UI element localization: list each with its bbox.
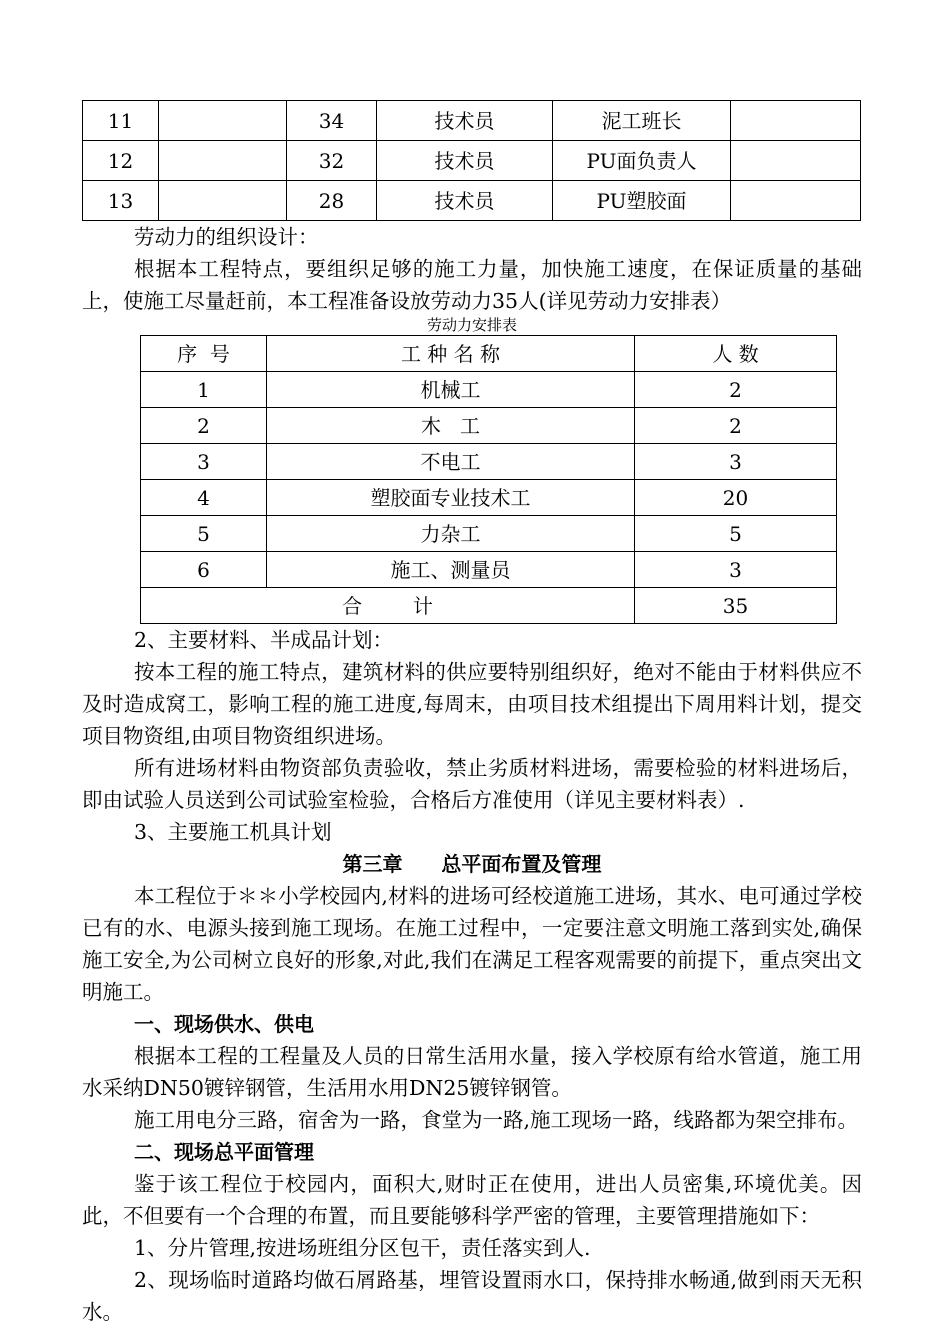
table-cell: 技术员 <box>377 101 553 141</box>
table-cell: 3 <box>635 552 837 588</box>
labor-table-caption: 劳动力安排表 <box>426 316 517 334</box>
section-2-title: 二、现场总平面管理 <box>134 1140 314 1164</box>
table-cell: 5 <box>635 516 837 552</box>
table-cell: 13 <box>83 181 159 221</box>
table-cell <box>731 101 861 141</box>
table-cell: 34 <box>287 101 377 141</box>
table-row <box>141 480 837 516</box>
table-row <box>141 516 837 552</box>
document-page <box>82 100 862 1328</box>
header-cell-count: 人 数 <box>635 336 837 372</box>
table-cell <box>159 101 287 141</box>
labor-heading: 劳动力的组织设计： <box>134 225 319 249</box>
labor-intro: 根据本工程特点，要组织足够的施工力量，加快施工速度，在保证质量的基础上，使施工尽量赶前，本工程准备设放劳动力35人(详见劳动力安排表） <box>82 257 862 313</box>
table-cell: 木 工 <box>267 408 635 444</box>
table-row <box>141 408 837 444</box>
table-cell <box>731 181 861 221</box>
chapter-title: 第三章 总平面布置及管理 <box>342 852 602 876</box>
section-2-paragraph-2: 1、分片管理,按进场班组分区包干，责任落实到人. <box>134 1236 591 1260</box>
table-cell: 施工、测量员 <box>267 552 635 588</box>
table-cell: 技术员 <box>377 181 553 221</box>
header-cell-trade: 工 种 名 称 <box>267 336 635 372</box>
staff-table <box>82 100 861 221</box>
section-1-paragraph-2: 施工用电分三路，宿舍为一路，食堂为一路,施工现场一路，线路都为架空排布。 <box>134 1108 859 1132</box>
table-cell: 力杂工 <box>267 516 635 552</box>
materials-heading: 2、主要材料、半成品计划： <box>134 628 394 652</box>
table-row <box>83 141 861 181</box>
table-cell: 塑胶面专业技术工 <box>267 480 635 516</box>
header-cell-index: 序 号 <box>141 336 267 372</box>
table-cell: 32 <box>287 141 377 181</box>
materials-paragraph-1: 按本工程的施工特点，建筑材料的供应要特别组织好，绝对不能由于材料供应不及时造成窝工，影响工程的施工进度,每周末，由项目技术组提出下周用料计划，提交项目物资组,由项目物资组织进场。 <box>82 660 862 748</box>
table-cell: 11 <box>83 101 159 141</box>
table-row <box>141 372 837 408</box>
table-cell: 6 <box>141 552 267 588</box>
table-row <box>141 552 837 588</box>
chapter-intro: 本工程位于＊＊小学校园内,材料的进场可经校道施工进场，其水、电可通过学校已有的水、电源头接到施工现场。在施工过程中，一定要注意文明施工落到实处,确保施工安全,为公司树立良好的形象,对此,我们在满足工程客观需要的前提下，重点突出文明施工。 <box>82 884 862 1004</box>
table-cell: PU塑胶面 <box>553 181 731 221</box>
table-cell: 机械工 <box>267 372 635 408</box>
table-cell: 28 <box>287 181 377 221</box>
total-label: 合 计 <box>141 588 635 624</box>
table-cell: 2 <box>635 408 837 444</box>
table-header-row <box>141 336 837 372</box>
table-row <box>83 101 861 141</box>
table-total-row <box>141 588 837 624</box>
table-cell: 2 <box>635 372 837 408</box>
table-cell <box>159 181 287 221</box>
table-row <box>141 444 837 480</box>
labor-table <box>140 335 837 624</box>
total-value: 35 <box>635 588 837 624</box>
table-cell: 不电工 <box>267 444 635 480</box>
table-cell: 4 <box>141 480 267 516</box>
table-cell: 3 <box>635 444 837 480</box>
section-1-paragraph-1: 根据本工程的工程量及人员的日常生活用水量，接入学校原有给水管道，施工用水采纳DN50镀锌钢管，生活用水用DN25镀锌钢管。 <box>82 1044 862 1100</box>
table-cell: 20 <box>635 480 837 516</box>
table-cell <box>731 141 861 181</box>
table-cell: 技术员 <box>377 141 553 181</box>
section-2-paragraph-1: 鉴于该工程位于校园内，面积大,财时正在使用，进出人员密集,环境优美。因此，不但要有一个合理的布置，而且要能够科学严密的管理，主要管理措施如下： <box>82 1172 862 1228</box>
table-cell <box>159 141 287 181</box>
table-cell: 2 <box>141 408 267 444</box>
section-2-paragraph-3: 2、现场临时道路均做石屑路基，埋管设置雨水口，保持排水畅通,做到雨天无积水。 <box>82 1268 862 1324</box>
table-cell: 5 <box>141 516 267 552</box>
materials-paragraph-2: 所有进场材料由物资部负责验收，禁止劣质材料进场，需要检验的材料进场后，即由试验人员送到公司试验室检验，合格后方准使用（详见主要材料表）. <box>82 756 862 812</box>
table-cell: 1 <box>141 372 267 408</box>
table-cell: PU面负责人 <box>553 141 731 181</box>
machinery-heading: 3、主要施工机具计划 <box>134 820 332 844</box>
table-cell: 3 <box>141 444 267 480</box>
table-cell: 泥工班长 <box>553 101 731 141</box>
table-row <box>83 181 861 221</box>
table-cell: 12 <box>83 141 159 181</box>
section-1-title: 一、现场供水、供电 <box>134 1012 314 1036</box>
